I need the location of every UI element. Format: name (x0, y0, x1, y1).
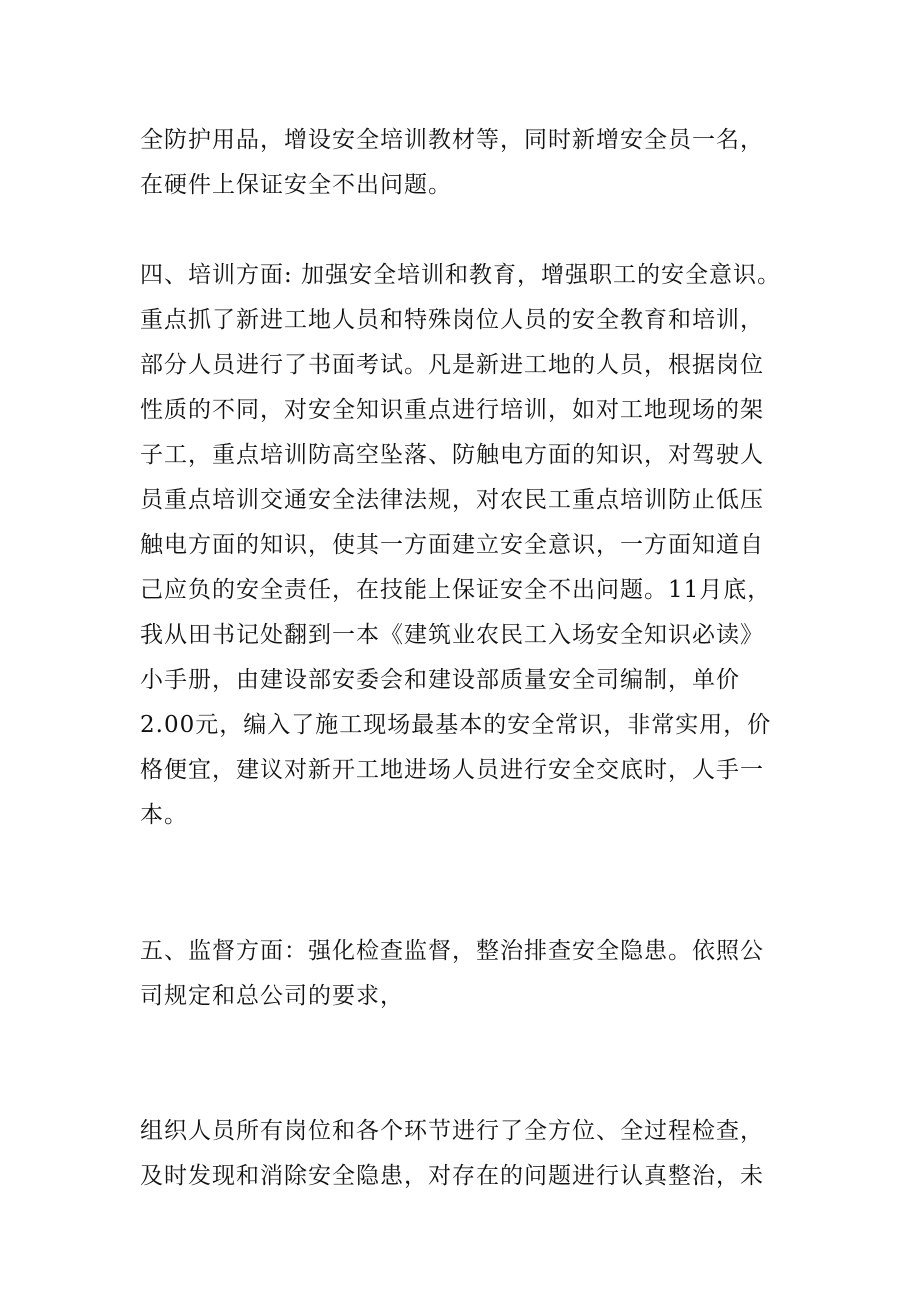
paragraph-line: 我从田书记处翻到一本《建筑业农民工入场安全知识必读》 (140, 622, 764, 648)
paragraph-line: 司规定和总公司的要求， (140, 983, 404, 1009)
paragraph-line: 小手册，由建设部安委会和建设部质量安全司编制，单价 (140, 667, 740, 693)
paragraph-line: 2.00元，编入了施工现场最基本的安全常识，非常实用，价 (140, 712, 772, 738)
paragraph-line: 在硬件上保证安全不出问题。 (140, 172, 452, 198)
paragraph-line: 触电方面的知识，使其一方面建立安全意识，一方面知道自 (140, 532, 764, 558)
paragraph-line: 重点抓了新进工地人员和特殊岗位人员的安全教育和培训， (140, 307, 764, 333)
paragraph-inspection (140, 1109, 785, 1199)
paragraph-line: 及时发现和消除安全隐患，对存在的问题进行认真整治，未 (140, 1163, 764, 1189)
paragraph-line: 组织人员所有岗位和各个环节进行了全方位、全过程检查， (140, 1118, 764, 1144)
paragraph-line: 五、监督方面：强化检查监督，整治排查安全隐患。依照公 (140, 938, 764, 964)
paragraph-line: 本。 (140, 802, 188, 828)
paragraph-line: 格便宜，建议对新开工地进场人员进行安全交底时，人手一 (140, 757, 764, 783)
paragraph-protective-equipment (140, 118, 785, 208)
paragraph-training (140, 253, 785, 838)
paragraph-line: 员重点培训交通安全法律法规，对农民工重点培训防止低压 (140, 487, 764, 513)
paragraph-line: 部分人员进行了书面考试。凡是新进工地的人员，根据岗位 (140, 352, 764, 378)
paragraph-line: 全防护用品，增设安全培训教材等，同时新增安全员一名， (140, 127, 764, 153)
paragraph-line: 性质的不同，对安全知识重点进行培训，如对工地现场的架 (140, 397, 764, 423)
paragraph-line: 四、培训方面: 加强安全培训和教育，增强职工的安全意识。 (140, 262, 782, 288)
paragraph-line: 己应负的安全责任，在技能上保证安全不出问题。11月底， (140, 577, 772, 603)
paragraph-supervision (140, 929, 785, 1019)
paragraph-line: 子工，重点培训防高空坠落、防触电方面的知识，对驾驶人 (140, 442, 764, 468)
